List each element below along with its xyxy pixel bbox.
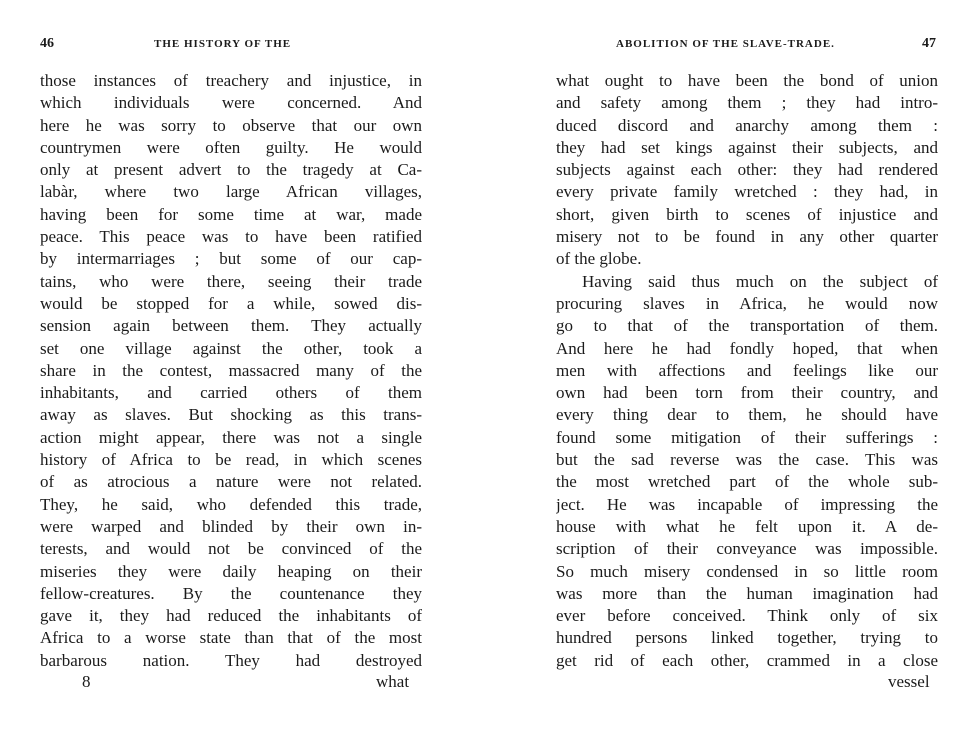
text-line: hundred persons linked together, trying to: [556, 628, 938, 648]
text-line: duced discord and anarchy among them :: [556, 115, 938, 135]
text-line: labàr, where two large African villages,: [40, 182, 422, 202]
text-line: peace. This peace was to have been ratified: [40, 227, 422, 247]
text-line: every private family wretched : they had, in: [556, 182, 938, 202]
text-line: was more than the human imagination had: [556, 583, 938, 603]
text-line: only at present advert to the tragedy at Ca-: [40, 160, 422, 180]
right-page-text: [556, 70, 938, 672]
running-head-left: THE HISTORY OF THE: [154, 38, 292, 50]
text-line: They, he said, who defended this trade,: [40, 494, 422, 514]
text-line: the most wretched part of the whole sub-: [556, 472, 938, 492]
text-line: fellow-creatures. By the countenance they: [40, 583, 422, 603]
left-page-text: [40, 70, 422, 672]
text-line: ject. He was incapable of impressing the: [556, 494, 938, 514]
text-line: every thing dear to them, he should have: [556, 405, 938, 425]
text-line: away as slaves. But shocking as this trans-: [40, 405, 422, 425]
text-line: would be stopped for a while, sowed dis-: [40, 293, 422, 313]
text-line: Africa to a worse state than that of the most: [40, 628, 422, 648]
text-line: own had been torn from their country, and: [556, 383, 938, 403]
page-number-right: 47: [922, 36, 936, 51]
text-line: ever before conceived. Think only of six: [556, 606, 938, 626]
text-line: men with affections and feelings like our: [556, 360, 938, 380]
text-line: they had set kings against their subjects, and: [556, 137, 938, 157]
text-line: subjects against each other: they had rendered: [556, 160, 938, 180]
text-line: go to that of the transportation of them.: [556, 316, 938, 336]
text-line: Having said thus much on the subject of: [582, 271, 938, 291]
text-line: house with what he felt upon it. A de-: [556, 516, 938, 536]
text-line: which individuals were concerned. And: [40, 93, 422, 113]
text-line: get rid of each other, crammed in a close: [556, 650, 938, 670]
catchword-left: what: [376, 672, 410, 691]
catchword-right: vessel: [888, 672, 930, 691]
text-line: inhabitants, and carried others of them: [40, 383, 422, 403]
text-line: by intermarriages ; but some of our cap-: [40, 249, 422, 269]
text-line: short, given birth to scenes of injustice and: [556, 204, 938, 224]
text-line: history of Africa to be read, in which scenes: [40, 450, 422, 470]
text-line: found some mitigation of their sufferings :: [556, 427, 938, 447]
text-line: gave it, they had reduced the inhabitants of: [40, 606, 422, 626]
text-line: countrymen were often guilty. He would: [40, 137, 422, 157]
text-line: set one village against the other, took a: [40, 338, 422, 358]
text-line: were warped and blinded by their own in-: [40, 516, 422, 536]
text-line: and safety among them ; they had intro-: [556, 93, 938, 113]
text-line: And here he had fondly hoped, that when: [556, 338, 938, 358]
signature-mark: 8: [82, 672, 91, 691]
running-head-right: ABOLITION OF THE SLAVE-TRADE.: [616, 38, 835, 50]
text-line: scription of their conveyance was impossible.: [556, 539, 938, 559]
text-line: of as atrocious a nature were not related.: [40, 472, 422, 492]
text-line: sension again between them. They actually: [40, 316, 422, 336]
text-line: here he was sorry to observe that our own: [40, 115, 422, 135]
text-line: miseries they were daily heaping on their: [40, 561, 422, 581]
text-line: but the sad reverse was the case. This was: [556, 450, 938, 470]
text-line: tains, who were there, seeing their trade: [40, 271, 422, 291]
text-line: action might appear, there was not a single: [40, 427, 422, 447]
text-line: of the globe.: [556, 249, 642, 269]
text-line: share in the contest, massacred many of the: [40, 360, 422, 380]
text-line: So much misery condensed in so little room: [556, 561, 938, 581]
text-line: terests, and would not be convinced of the: [40, 539, 422, 559]
text-line: barbarous nation. They had destroyed: [40, 650, 422, 670]
text-line: those instances of treachery and injustice, in: [40, 71, 422, 90]
page-number-left: 46: [40, 36, 54, 51]
text-line: misery not to be found in any other quarter: [556, 227, 938, 247]
text-line: what ought to have been the bond of union: [556, 71, 938, 90]
right-page: [490, 0, 980, 732]
text-line: procuring slaves in Africa, he would now: [556, 293, 938, 313]
text-line: having been for some time at war, made: [40, 204, 422, 224]
